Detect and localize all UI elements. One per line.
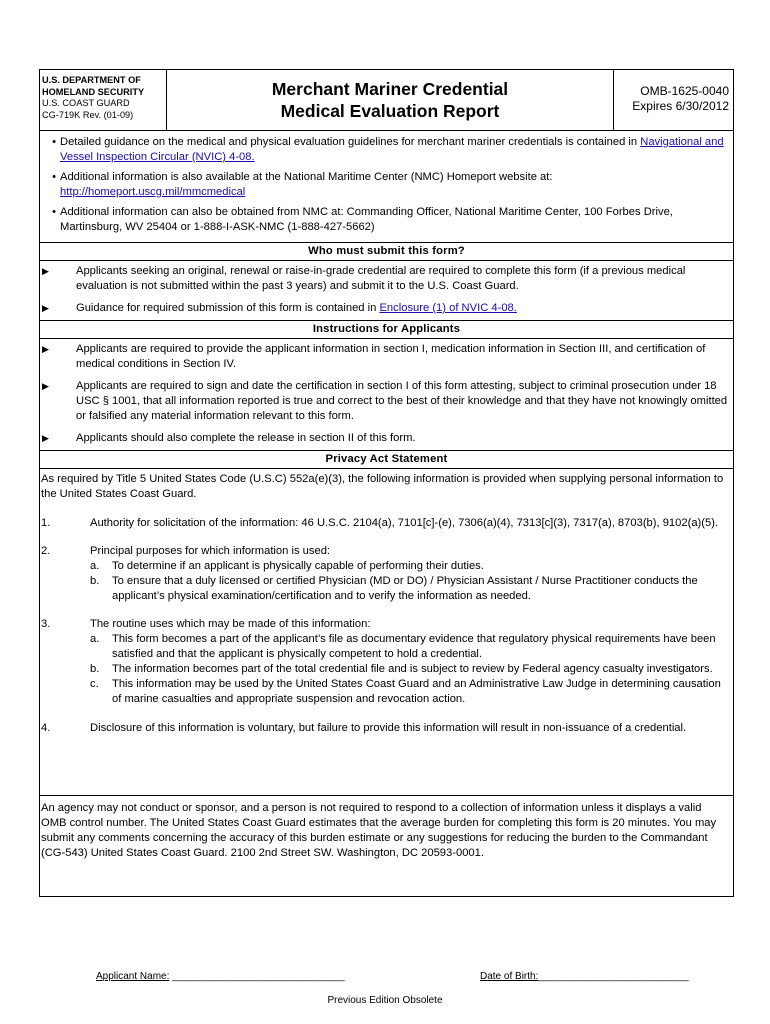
sub-letter: a. [90, 560, 100, 572]
applicant-name-label: Applicant Name: [96, 971, 170, 982]
sub-text: This information may be used by the United States Coast Guard and an Administrative Law Judge in determining causation of marine casualties and appropriate suspension and revocation action. [112, 678, 721, 705]
arrow-right-icon: ▶ [42, 266, 49, 276]
sub-item [90, 662, 729, 677]
item-body [90, 617, 729, 707]
privacy-item-1 [41, 516, 729, 531]
list-item-text: Applicants are required to provide the applicant information in section I, medication information in Section III, and certification of medical conditions in Section IV. [76, 343, 706, 370]
instructions-heading: Instructions for Applicants [40, 321, 733, 339]
bullet-text: Additional information is also available at the National Maritime Center (NMC) Homeport website at: [60, 171, 553, 183]
who-submit-heading: Who must submit this form? [40, 243, 733, 261]
edition-note: Previous Edition Obsolete [327, 995, 443, 1006]
item-number: 3. [41, 618, 51, 630]
expiration-date: Expires 6/30/2012 [632, 99, 729, 113]
form-title [167, 70, 614, 130]
item-text: Authority for solicitation of the information: 46 U.S.C. 2104(a), 7101[c]-(e), 7306(a)(4), 7313[c](3), 7317(a), 8703(b), 9102(a)(5). [90, 517, 719, 529]
list-item [40, 379, 733, 424]
item-number: 2. [41, 545, 51, 557]
form-header [40, 70, 733, 131]
item-text: Principal purposes for which information is used: [90, 545, 331, 557]
agency-line1: U.S. DEPARTMENT OF [42, 75, 141, 85]
form-page [39, 69, 734, 897]
arrow-right-icon: ▶ [42, 433, 49, 443]
sub-item [90, 677, 729, 707]
item-text: The routine uses which may be made of this information: [90, 618, 371, 630]
homeport-link[interactable]: http://homeport.uscg.mil/mmcmedical [60, 186, 246, 198]
date-of-birth-line[interactable] [480, 969, 689, 984]
form-number: CG-719K Rev. (01-09) [42, 109, 134, 120]
who-submit-list [40, 261, 733, 321]
sub-text: To ensure that a duly licensed or certified Physician (MD or DO) / Physician Assistant / Nurse Practitioner conducts the applicant’s physical examination/certification and to verify the information as needed. [112, 575, 698, 602]
list-item-text: Applicants are required to sign and date the certification in section I of this form attesting, subject to criminal prosecution under 18 USC § 1001, that all information reported is true and correct to the best of their knowledge and that they have not knowingly omitted or falsified any material information relevant to this form. [76, 380, 728, 422]
bullet-icon: • [52, 136, 56, 148]
agency-line2: HOMELAND SECURITY [42, 86, 145, 97]
list-item [40, 301, 733, 316]
form-title-line2: Medical Evaluation Report [280, 101, 500, 121]
form-title-line1: Merchant Mariner Credential [271, 79, 509, 99]
item-number: 1. [41, 517, 51, 529]
sub-letter: b. [90, 663, 100, 675]
sub-letter: c. [90, 678, 99, 690]
sub-text: The information becomes part of the total credential file and is subject to review by Federal agency casualty investigators. [112, 663, 713, 675]
guidance-bullets [40, 131, 733, 243]
arrow-right-icon: ▶ [42, 381, 49, 391]
bullet-icon: • [52, 171, 56, 183]
sub-letter: b. [90, 575, 100, 587]
item-number: 4. [41, 722, 51, 734]
privacy-heading: Privacy Act Statement [40, 451, 733, 469]
privacy-item-3 [41, 617, 729, 707]
sub-item [90, 632, 729, 662]
list-item [40, 170, 733, 200]
agency-block [40, 70, 167, 130]
sub-item [90, 559, 729, 574]
arrow-right-icon: ▶ [42, 344, 49, 354]
privacy-item-4 [41, 721, 729, 736]
burden-statement: An agency may not conduct or sponsor, and a person is not required to respond to a collection of information unless it displays a valid OMB control number. The United States Coast Guard estimates that the average burden for completing this form is 20 minutes. You may submit any comments concerning the accuracy of this burden estimate or any suggestions for reducing the burden to the Commandant (CG-543) United States Coast Guard. 2100 2nd Street SW. Washington, DC 20593-0001. [41, 802, 717, 859]
list-item [40, 342, 733, 372]
omb-block [614, 70, 733, 130]
bullet-icon: • [52, 206, 56, 218]
omb-number: OMB-1625-0040 [640, 84, 729, 98]
list-item [40, 431, 733, 446]
bullet-text: Additional information can also be obtained from NMC at: Commanding Officer, National Maritime Center, 100 Forbes Drive, Martinsburg, WV 25404 or 1-888-I-ASK-NMC (1-888-427-5662) [60, 206, 673, 233]
nvic-link[interactable]: Navigational and Vessel Inspection Circular (NVIC) 4-08. [60, 136, 724, 163]
privacy-intro: As required by Title 5 United States Code (U.S.C) 552a(e)(3), the following information is provided when supplying personal information to the United States Coast Guard. [41, 473, 724, 500]
item-body [90, 544, 729, 604]
dob-field[interactable]: ___________________________ [538, 971, 689, 982]
arrow-right-icon: ▶ [42, 303, 49, 313]
dob-label: Date of Birth: [480, 971, 539, 982]
sub-letter: a. [90, 633, 100, 645]
list-item [40, 205, 733, 235]
list-item [40, 135, 733, 165]
applicant-name-field[interactable]: _______________________________ [172, 971, 345, 982]
applicant-name-line[interactable] [96, 969, 345, 984]
instructions-list [40, 339, 733, 451]
item-text: Disclosure of this information is voluntary, but failure to provide this information will result in non-issuance of a credential. [90, 722, 687, 734]
sub-item [90, 574, 729, 604]
sub-text: This form becomes a part of the applicant’s file as documentary evidence that regulatory physical requirements have been satisfied and that the applicant is physically competent to hold a credential. [112, 633, 716, 660]
agency-line3: U.S. COAST GUARD [42, 98, 130, 108]
list-item [40, 264, 733, 294]
list-item-text: Guidance for required submission of this form is contained in [76, 302, 380, 314]
list-item-text: Applicants should also complete the release in section II of this form. [76, 432, 416, 444]
bullet-text: Detailed guidance on the medical and physical evaluation guidelines for merchant mariner credentials is contained in [60, 136, 641, 148]
privacy-statement [40, 469, 733, 796]
list-item-text: Applicants seeking an original, renewal or raise-in-grade credential are required to complete this form (if a previous medical evaluation is not submitted within the past 3 years) and submit it to the U.S. Coast Guard. [76, 265, 686, 292]
enclosure-link[interactable]: Enclosure (1) of NVIC 4-08. [379, 302, 517, 314]
sub-text: To determine if an applicant is physically capable of performing their duties. [112, 560, 484, 572]
privacy-item-2 [41, 544, 729, 604]
